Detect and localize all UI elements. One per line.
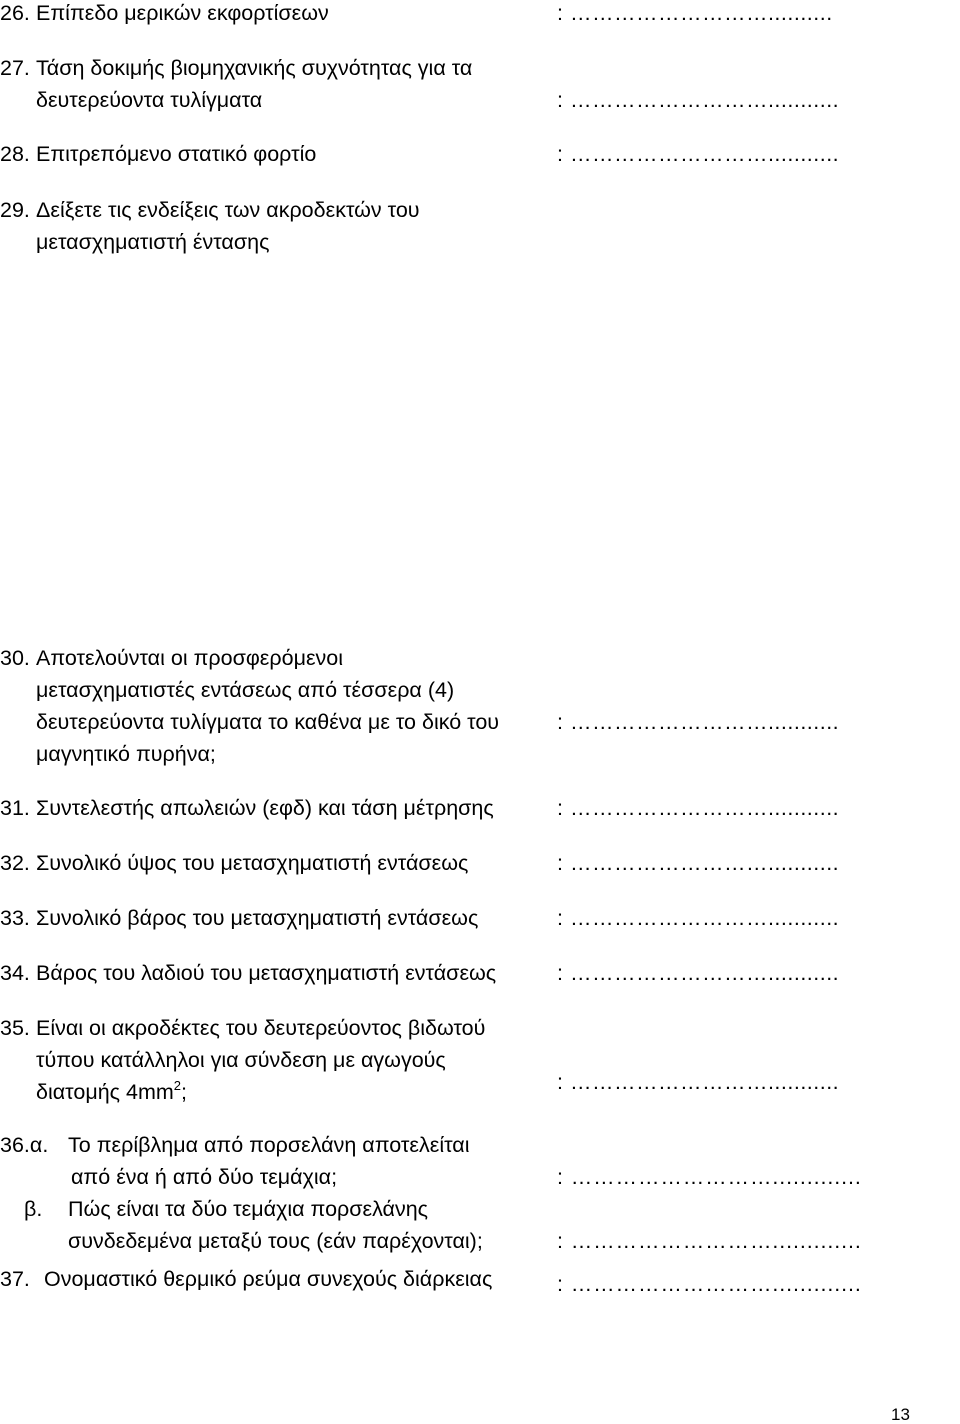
item-29-label-line2: μετασχηματιστή έντασης	[36, 230, 270, 254]
page-number: 13	[891, 1405, 910, 1424]
item-28-answer-field[interactable]: : ………………………...........	[557, 142, 840, 166]
item-30-label-line3: δευτερεύοντα τυλίγματα το καθένα με το δικό του	[36, 710, 500, 734]
item-28-number: 28.	[0, 142, 30, 166]
item-30-label-line2: μετασχηματιστές εντάσεως από τέσσερα (4)	[36, 678, 455, 702]
item-29-label-line1: Δείξετε τις ενδείξεις των ακροδεκτών του	[36, 198, 420, 222]
item-33-label: Συνολικό βάρος του μετασχηματιστή εντάσεως	[36, 906, 479, 930]
item-27-label-line1: Τάση δοκιμής βιομηχανικής συχνότητας για τα	[36, 56, 473, 80]
item-30-number: 30.	[0, 646, 30, 670]
item-31-number: 31.	[0, 796, 30, 820]
item-37-number: 37.	[0, 1267, 30, 1291]
item-36b-label-line1: Πώς είναι τα δύο τεμάχια πορσελάνης	[68, 1197, 429, 1221]
item-37-label: Ονομαστικό θερμικό ρεύμα συνεχούς διάρκειας	[44, 1267, 493, 1291]
item-36a-answer-field[interactable]: : ……………………….............	[557, 1165, 862, 1189]
item-34-number: 34.	[0, 961, 30, 985]
item-35-number: 35.	[0, 1016, 30, 1040]
item-35-superscript: 2	[173, 1078, 182, 1093]
item-29-number: 29.	[0, 198, 30, 222]
item-36a-label-line2: από ένα ή από δύο τεμάχια;	[71, 1165, 338, 1189]
item-36b-number: β.	[24, 1197, 43, 1221]
item-26-label: Επίπεδο μερικών εκφορτίσεων	[36, 1, 329, 25]
item-30-label-line4: μαγνητικό πυρήνα;	[36, 742, 216, 766]
item-31-label: Συντελεστής απωλειών (εφδ) και τάση μέτρησης	[36, 796, 494, 820]
item-27-number: 27.	[0, 56, 30, 80]
item-32-label: Συνολικό ύψος του μετασχηματιστή εντάσεως	[36, 851, 469, 875]
item-35-label-line3	[36, 1078, 187, 1104]
item-27-label-line2: δευτερεύοντα τυλίγματα	[36, 88, 263, 112]
item-31-answer-field[interactable]: : ………………………...........	[557, 796, 840, 820]
item-35-label-line2: τύπου κατάλληλοι για σύνδεση με αγωγούς	[36, 1048, 446, 1072]
item-33-number: 33.	[0, 906, 30, 930]
item-30-label-line1: Αποτελούνται οι προσφερόμενοι	[36, 646, 344, 670]
item-37-answer-field[interactable]: : ……………………….............	[557, 1272, 862, 1296]
item-34-answer-field[interactable]: : ………………………...........	[557, 961, 840, 985]
item-35-answer-field[interactable]: : ………………………...........	[557, 1070, 840, 1094]
item-26-answer-field[interactable]: : ………………………..........	[557, 1, 833, 25]
item-35-label-text: διατομής 4mm	[36, 1080, 174, 1104]
item-33-answer-field[interactable]: : ………………………...........	[557, 906, 840, 930]
item-35-label-line1: Είναι οι ακροδέκτες του δευτερεύοντος βιδωτού	[36, 1016, 486, 1040]
item-32-answer-field[interactable]: : ………………………...........	[557, 851, 840, 875]
item-28-label: Επιτρεπόμενο στατικό φορτίο	[36, 142, 317, 166]
item-36b-label-line2: συνδεδεμένα μεταξύ τους (εάν παρέχονται);	[68, 1229, 483, 1253]
item-36a-label-line1: Το περίβλημα από πορσελάνη αποτελείται	[68, 1133, 470, 1157]
item-36b-answer-field[interactable]: : ……………………….............	[557, 1229, 862, 1253]
item-36a-number: 36.α.	[0, 1133, 49, 1157]
item-34-label: Βάρος του λαδιού του μετασχηματιστή εντάσεως	[36, 961, 497, 985]
item-26-number: 26.	[0, 1, 30, 25]
item-30-answer-field[interactable]: : ………………………...........	[557, 710, 840, 734]
item-35-label-tail: ;	[181, 1080, 187, 1104]
item-27-answer-field[interactable]: : ………………………...........	[557, 88, 840, 112]
item-32-number: 32.	[0, 851, 30, 875]
